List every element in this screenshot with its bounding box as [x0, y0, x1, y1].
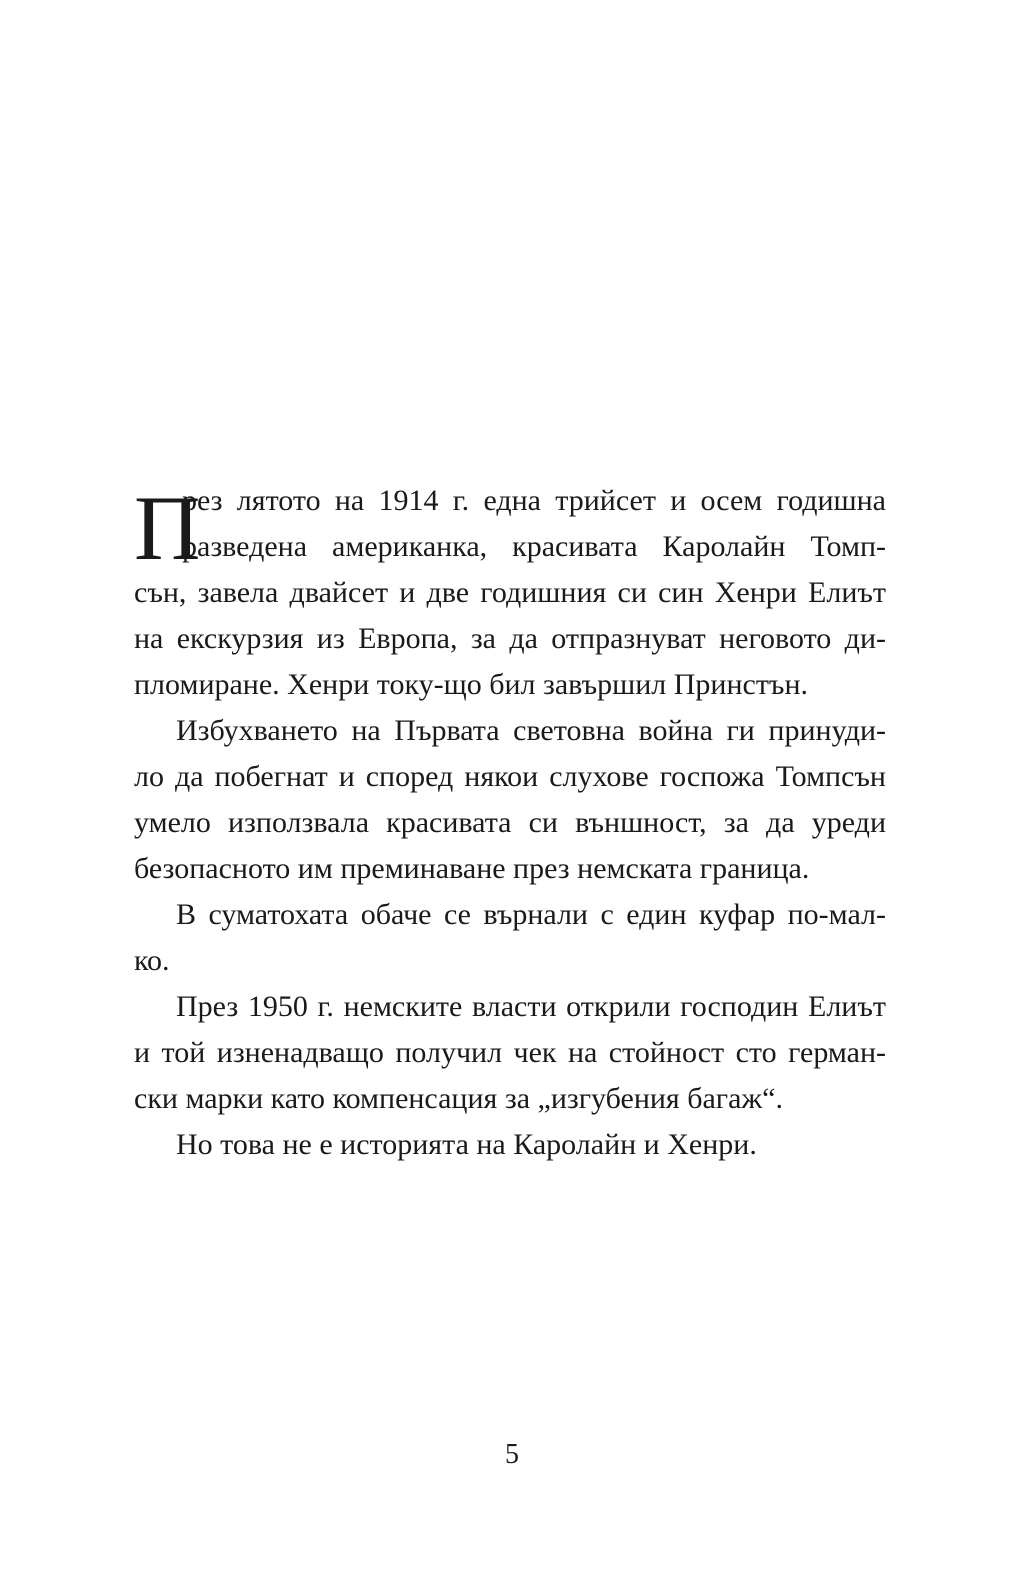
- text-line: В суматохата обаче се върнали с един куфар по-мал-: [176, 898, 886, 931]
- text-line: ло да побегнат и според някои слухове госпожа Томпсън: [134, 760, 886, 793]
- text-line: Но това не е историята на Каролайн и Хенри.: [176, 1128, 757, 1161]
- text-line: пломиране. Хенри току-що бил завършил Принстън.: [134, 668, 809, 701]
- page-number: 5: [505, 1439, 519, 1470]
- text-line: сън, завела двайсет и две годишния си син Хенри Елиът: [134, 576, 886, 609]
- text-line: През 1950 г. немските власти открили господин Елиът: [176, 990, 886, 1023]
- drop-cap: П: [134, 477, 201, 579]
- text-line: Избухването на Първата световна война ги принуди-: [176, 714, 886, 747]
- body-text: [134, 478, 886, 1168]
- text-line: и той изненадващо получил чек на стойност сто герман-: [134, 1036, 886, 1069]
- text-line: безопасното им преминаване през немската граница.: [134, 852, 810, 885]
- text-line: умело използвала красивата си външност, за да уреди: [134, 806, 886, 839]
- text-line: рез лятото на 1914 г. една трийсет и осем годишна: [182, 484, 886, 517]
- text-line: ко.: [134, 944, 170, 977]
- text-line: ски марки като компенсация за „изгубения багаж“.: [134, 1082, 783, 1115]
- text-line: на екскурзия из Европа, за да отпразнуват неговото ди-: [134, 622, 886, 655]
- text-line: разведена американка, красивата Каролайн Томп-: [182, 530, 886, 563]
